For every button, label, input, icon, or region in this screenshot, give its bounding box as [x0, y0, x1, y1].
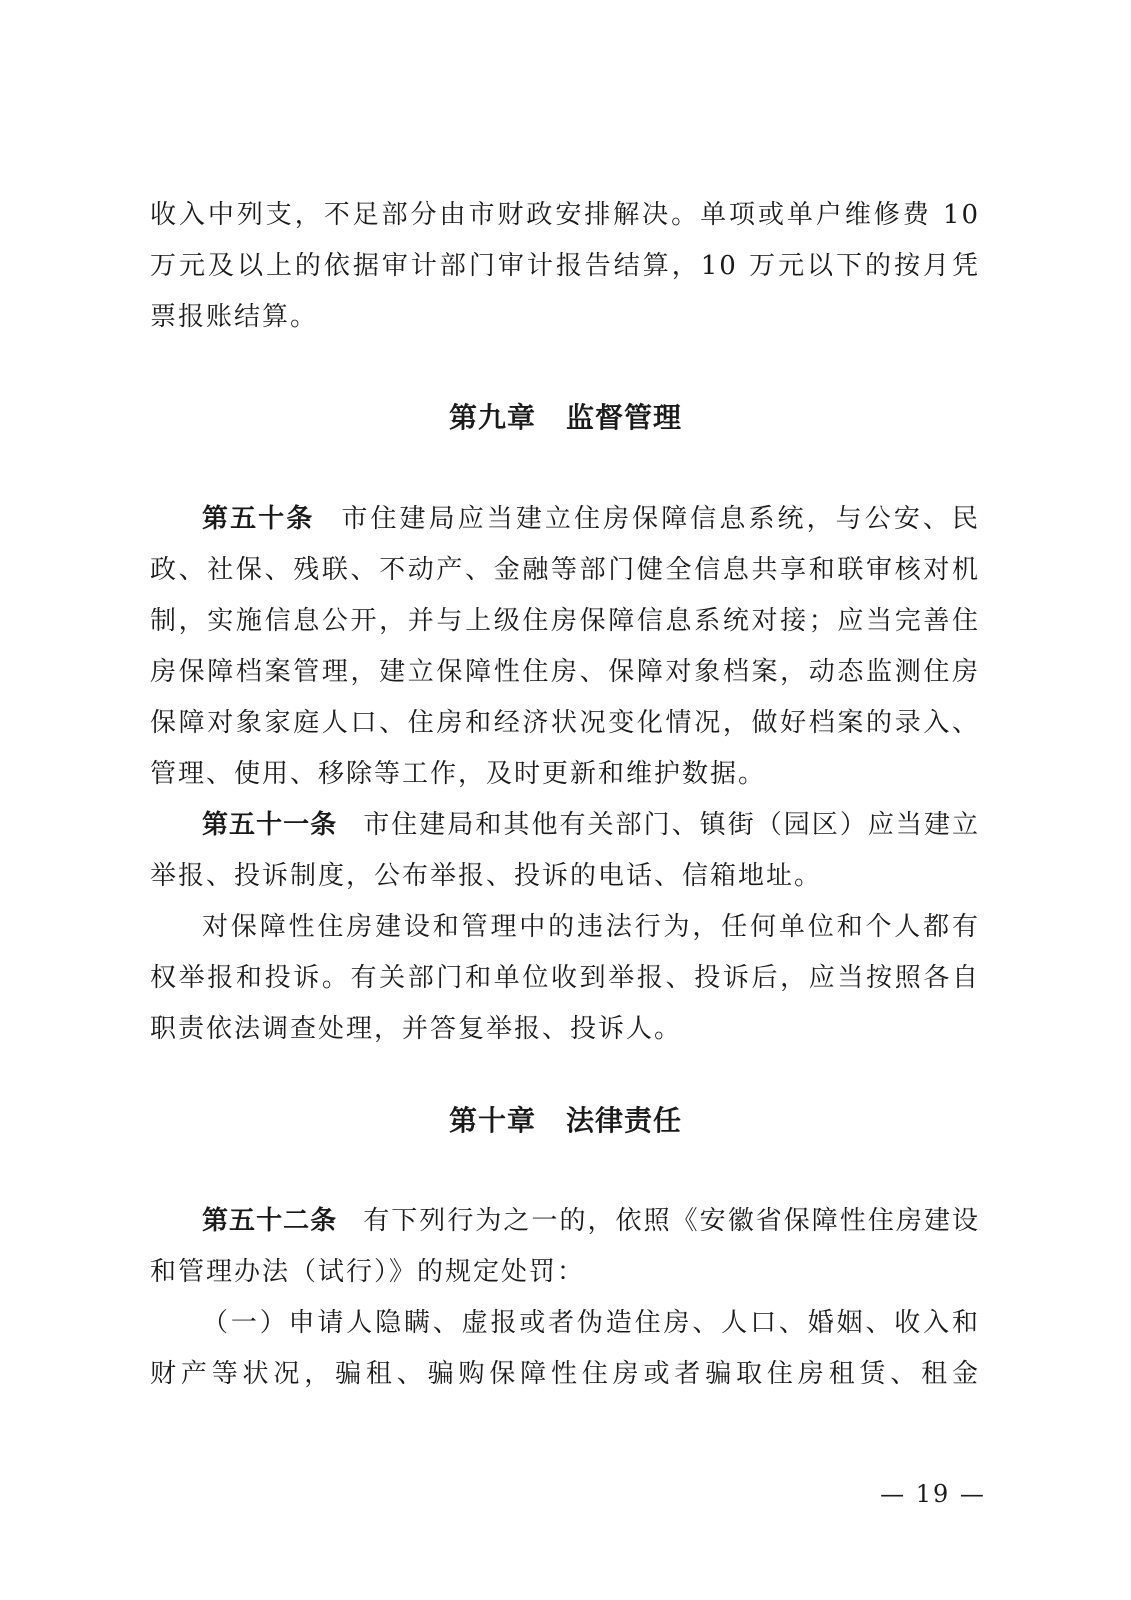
page-number: — 19 —	[880, 1480, 986, 1508]
chapter-number: 第九章	[448, 401, 536, 434]
article-paragraph	[150, 494, 980, 800]
article-body: 有下列行为之一的，依照《安徽省保障性住房建设和管理办法（试行）》的规定处罚：	[150, 1206, 980, 1287]
chapter-title: 监督管理	[566, 401, 683, 434]
article-paragraph-2: 对保障性住房建设和管理中的违法行为，任何单位和个人都有权举报和投诉。有关部门和单位收到举报、投诉后，应当按照各自职责依法调查处理，并答复举报、投诉人。	[150, 912, 980, 1044]
article-title: 第五十一条	[202, 810, 338, 840]
article-paragraph	[150, 1196, 980, 1298]
paragraph-text: 收入中列支，不足部分由市财政安排解决。单项或单户维修费 10 万元及以上的依据审计部门审计报告结算，10 万元以下的按月凭票报账结算。	[150, 200, 980, 332]
article-50	[150, 494, 980, 800]
continued-paragraph	[150, 190, 980, 343]
article-51	[150, 800, 980, 1055]
article-52	[150, 1196, 980, 1400]
article-body: 市住建局应当建立住房保障信息系统，与公安、民政、社保、残联、不动产、金融等部门健全信息共享和联审核对机制，实施信息公开，并与上级住房保障信息系统对接；应当完善住房保障档案管理，建立保障性住房、保障对象档案，动态监测住房保障对象家庭人口、住房和经济状况变化情况，做好档案的录入、管理、使用、移除等工作，及时更新和维护数据。	[150, 504, 980, 789]
chapter-title: 法律责任	[566, 1104, 683, 1137]
chapter-number: 第十章	[448, 1104, 536, 1137]
article-paragraph	[150, 800, 980, 902]
chapter-heading-9	[0, 392, 1131, 443]
chapter-heading-10	[0, 1095, 1131, 1146]
article-title: 第五十条	[202, 504, 315, 534]
article-title: 第五十二条	[202, 1206, 338, 1236]
article-body: 市住建局和其他有关部门、镇街（园区）应当建立举报、投诉制度，公布举报、投诉的电话、信箱地址。	[150, 810, 980, 891]
list-item: （一）申请人隐瞒、虚报或者伪造住房、人口、婚姻、收入和财产等状况，骗租、骗购保障性住房或者骗取住房租赁、租金	[150, 1308, 980, 1389]
